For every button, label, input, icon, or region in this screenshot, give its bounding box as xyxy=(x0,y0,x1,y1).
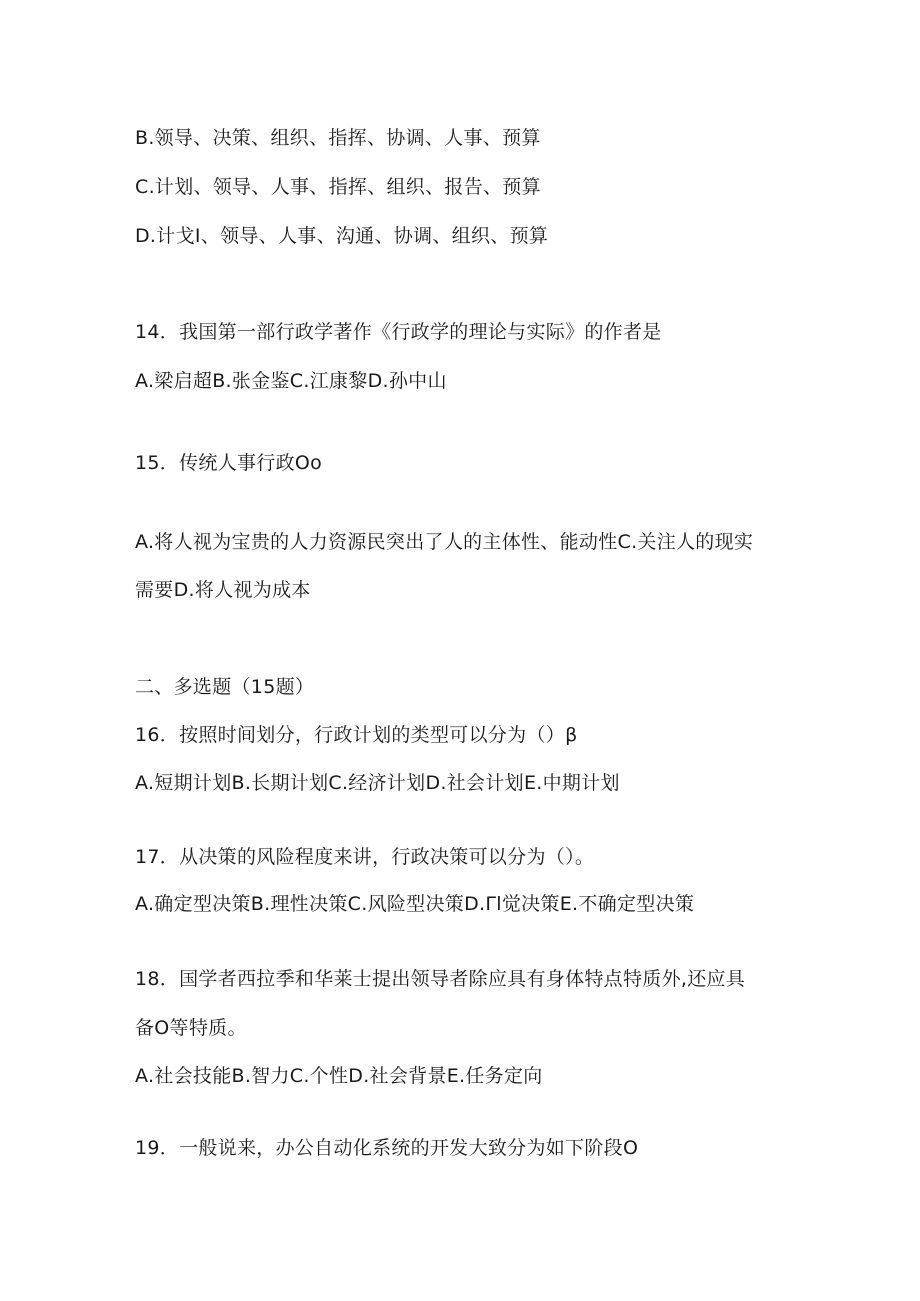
question-16-options: A.短期计划B.长期计划C.经济计划D.社会计划E.中期计划 xyxy=(135,772,620,794)
question-14: 14．我国第一部行政学著作《行政学的理论与实际》的作者是 xyxy=(135,321,662,343)
question-16: 16．按照时间划分，行政计划的类型可以分为（）β xyxy=(135,724,578,746)
question-17-options: A.确定型决策B.理性决策C.风险型决策D.Γl觉决策E.不确定型决策 xyxy=(135,893,695,915)
question-15-options-line2: 需要D.将人视为成本 xyxy=(135,579,311,601)
question-15: 15．传统人事行政Oo xyxy=(135,452,323,474)
question-17: 17．从决策的风险程度来讲，行政决策可以分为（）。 xyxy=(135,846,595,868)
option-b-line: B.领导、决策、组织、指挥、协调、人事、预算 xyxy=(135,127,541,149)
question-15-options-line1: A.将人视为宝贵的人力资源民突出了人的主体性、能动性C.关注人的现实 xyxy=(135,531,754,553)
section-heading: 二、多选题（15题） xyxy=(135,676,315,698)
option-d-line: D.计戈I、领导、人事、沟通、协调、组织、预算 xyxy=(135,225,549,247)
question-18-line1: 18．国学者西拉季和华莱士提出领导者除应具有身体特点特质外,还应具 xyxy=(135,968,746,990)
question-19: 19．一般说来，办公自动化系统的开发大致分为如下阶段O xyxy=(135,1137,639,1159)
question-14-options: A.梁启超B.张金鉴C.江康黎D.孙中山 xyxy=(135,370,447,392)
question-18-options: A.社会技能B.智力C.个性D.社会背景E.任务定向 xyxy=(135,1065,543,1087)
question-18-line2: 备O等特质。 xyxy=(135,1017,247,1039)
option-c-line: C.计划、领导、人事、指挥、组织、报告、预算 xyxy=(135,176,541,198)
